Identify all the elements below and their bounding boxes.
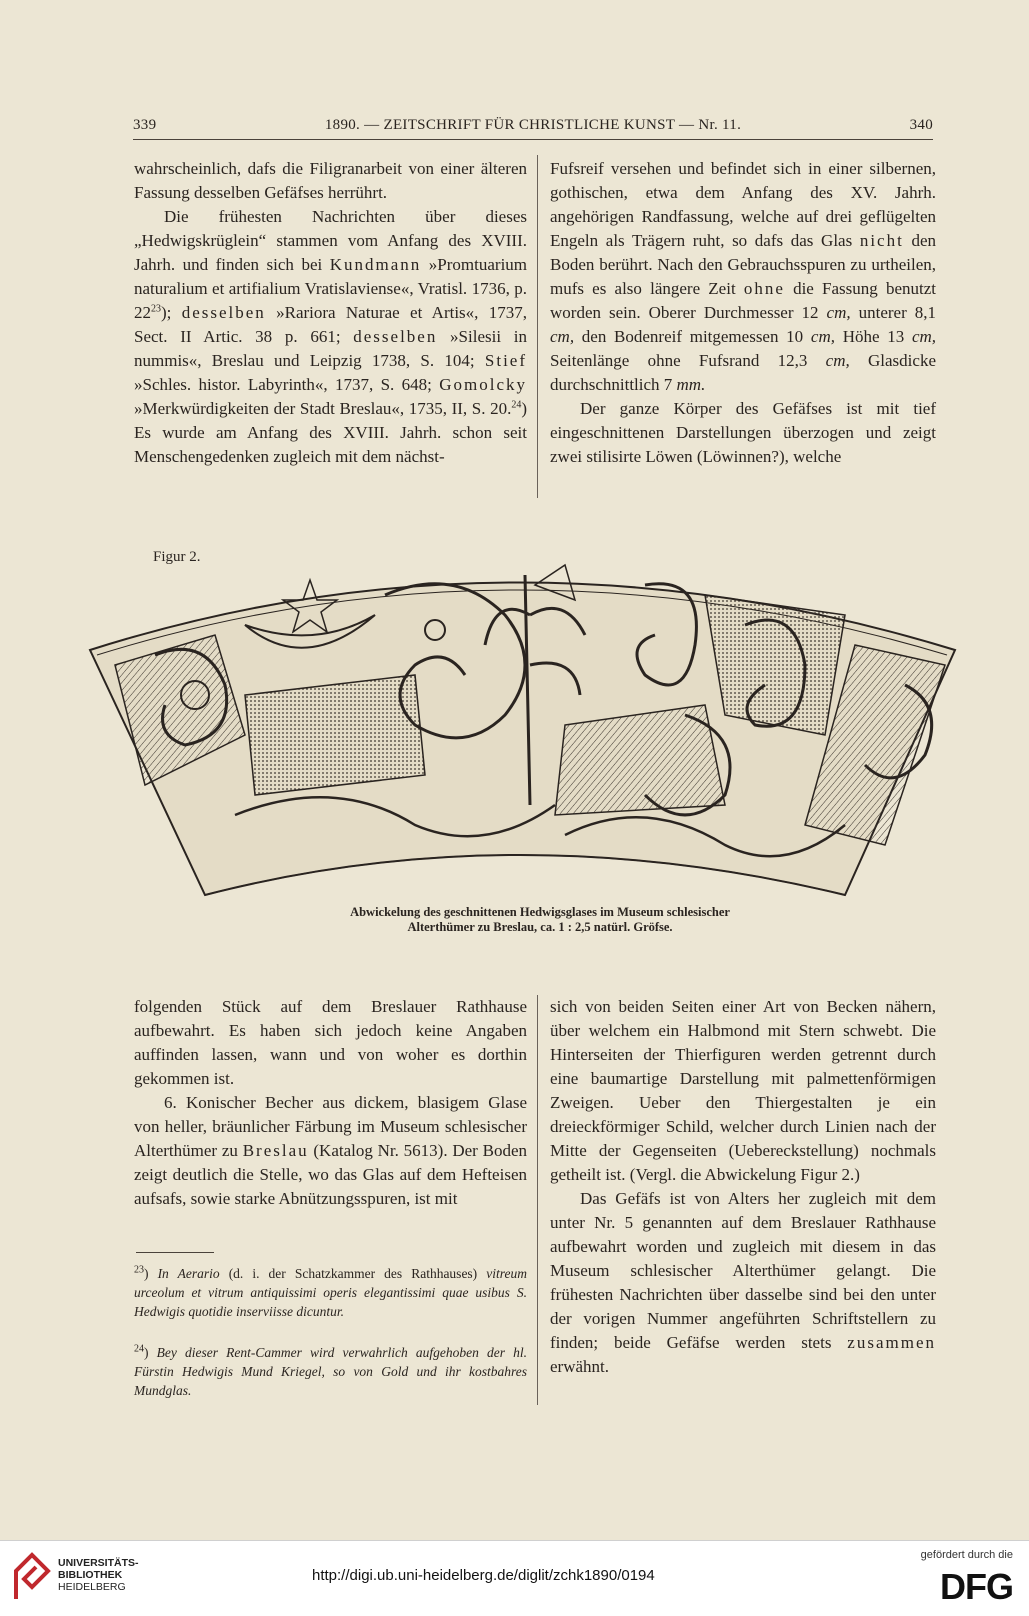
page-number-left: 339 bbox=[133, 117, 157, 133]
paragraph: 6. Konischer Becher aus dickem, blasigem Glase von heller, bräunlicher Färbung im Museum schlesischer Alterthümer zu Breslau (Katalog Nr. 5613). Der Boden zeigt deutlich die Stelle, wo das Glas auf dem Hefteisen aufsafs, sowie starke Abnützungsspuren, ist mit bbox=[134, 1093, 527, 1208]
paragraph: Der ganze Körper des Gefäfses ist mit tief eingeschnittenen Darstellungen überzogen und zeigt zwei stilisirte Löwen (Löwinnen?), welche bbox=[550, 399, 936, 466]
paragraph: Das Gefäfs ist von Alters her zugleich mit dem unter Nr. 5 genannten auf dem Breslauer Rathhause aufbewahrt worden und zugleich mit diesem in das Museum schlesischer Alterthümer gelangt. Die frühesten Nachrichten über dasselbe sind bei den unter der vorigen Nummer angeführten Schriftstellern zu finden; beide Gefäfse werden stets zusammen erwähnt. bbox=[550, 1189, 936, 1376]
header-rule bbox=[133, 139, 933, 140]
funding-note: gefördert durch die bbox=[920, 1549, 1013, 1561]
dfg-logo[interactable]: DFG bbox=[940, 1566, 1013, 1607]
paragraph: Fufsreif versehen und befindet sich in einer silbernen, gothischen, etwa dem Anfang des XV. Jahrh. angehörigen Randfassung, welche auf drei geflügelten Engeln als Trägern ruht, so dafs das Glas nicht den Boden berührt. Nach den Gebrauchsspuren zu urtheilen, mufs es also längere Zeit ohne die Fassung benutzt worden sein. Oberer Durchmesser 12 cm, unterer 8,1 cm, den Bodenreif mitgemessen 10 cm, Höhe 13 cm, Seitenlänge ohne Fufsrand 12,3 cm, Glasdicke durchschnittlich 7 mm. bbox=[550, 159, 937, 394]
author-name: Stief bbox=[484, 351, 527, 370]
column-top-right bbox=[550, 157, 936, 469]
footnote-24: $^{24}$) Bey dieser Rent-Cammer wird verwahrlich aufgehoben der hl. Fürstin Hedwigis Mund Kriegel, so von Gold und ihr kostbahres Mundglas. bbox=[134, 1343, 528, 1398]
paragraph: sich von beiden Seiten einer Art von Becken nähern, über welchem ein Halbmond mit Stern schwebt. Die Hinterseiten der Thierfiguren werden getrennt durch eine baumartige Darstellung mit palmettenförmigen Zweigen. Ueber den Thiergestalten je ein dreieckförmiger Schild, welcher durch Linien nach der Mitte der Gegenseiten (Uebereckstellung) nochmals getheilt ist. (Vergl. die Abwickelung Figur 2.) bbox=[550, 997, 936, 1184]
figure-label: Figur 2. bbox=[153, 549, 201, 565]
column-divider bbox=[537, 995, 538, 1405]
footnote-23: $^{23}$) In Aerario (d. i. der Schatzkammer des Rathhauses) vitreum urceolum et vitrum antiquissimi operis elegantissimi quae usibus S. Hedwigis quotidie inserviisse dicuntur. bbox=[134, 1264, 527, 1319]
university-library-logo[interactable]: UNIVERSITÄTS- BIBLIOTHEK HEIDELBERG bbox=[58, 1557, 139, 1593]
footnote-rule bbox=[136, 1252, 214, 1253]
university-library-logo-icon[interactable] bbox=[12, 1551, 52, 1603]
footnote-ref[interactable]: 24 bbox=[511, 399, 522, 411]
column-bottom-right bbox=[550, 995, 936, 1379]
paragraph: Die frühesten Nachrichten über dieses „Hedwigskrüglein“ stammen vom Anfang des XVIII. Jahrh. und finden sich bei Kundmann »Promtuarium naturalium et artifialium Vratislaviense«, Vratisl. 1736, p. $22^{23}$); desselben »Rariora Naturae et Artis«, 1737, Sect. II Artic. 38 p. 661; desselben »Silesii in nummis«, Breslau und Leipzig 1738, S. 104; Stief »Schles. histor. Labyrinth«, 1737, S. 648; Gomolcky »Merkwürdigkeiten der Stadt Breslau«, 1735, II, S. 20.24) Es wurde am Anfang des XVIII. Jahrh. schon seit Menschengedenken zugleich mit dem nächst- bbox=[134, 207, 528, 466]
journal-title: 1890. — ZEITSCHRIFT FÜR CHRISTLICHE KUNST — Nr. 11. bbox=[324, 117, 742, 133]
permalink-url[interactable]: http://digi.ub.uni-heidelberg.de/diglit/zchk1890/0194 bbox=[312, 1567, 655, 1584]
page-number-right: 340 bbox=[909, 117, 933, 133]
running-header bbox=[133, 113, 933, 139]
column-bottom-left bbox=[134, 995, 527, 1211]
figure-caption: Abwickelung des geschnittenen Hedwigsglases im Museum schlesischer Alterthümer zu Breslau, ca. 1 : 2,5 natürl. Gröfse. bbox=[350, 905, 730, 934]
footnote-ref[interactable]: 23 bbox=[151, 303, 161, 315]
column-divider bbox=[537, 155, 538, 498]
author-name: Gomolcky bbox=[439, 375, 527, 394]
viewer-footer bbox=[0, 1540, 1029, 1616]
paragraph: wahrscheinlich, dafs die Filigranarbeit von einer älteren Fassung desselben Gefäfses herrührt. bbox=[134, 159, 527, 202]
glass-engraving-figure bbox=[85, 555, 985, 945]
paragraph: folgenden Stück auf dem Breslauer Rathhause aufbewahrt. Es haben sich jedoch keine Angaben auffinden lassen, wann und von woher es dorthin gekommen ist. bbox=[134, 997, 527, 1088]
column-top-left bbox=[134, 157, 527, 469]
author-name: Kundmann bbox=[329, 255, 422, 274]
